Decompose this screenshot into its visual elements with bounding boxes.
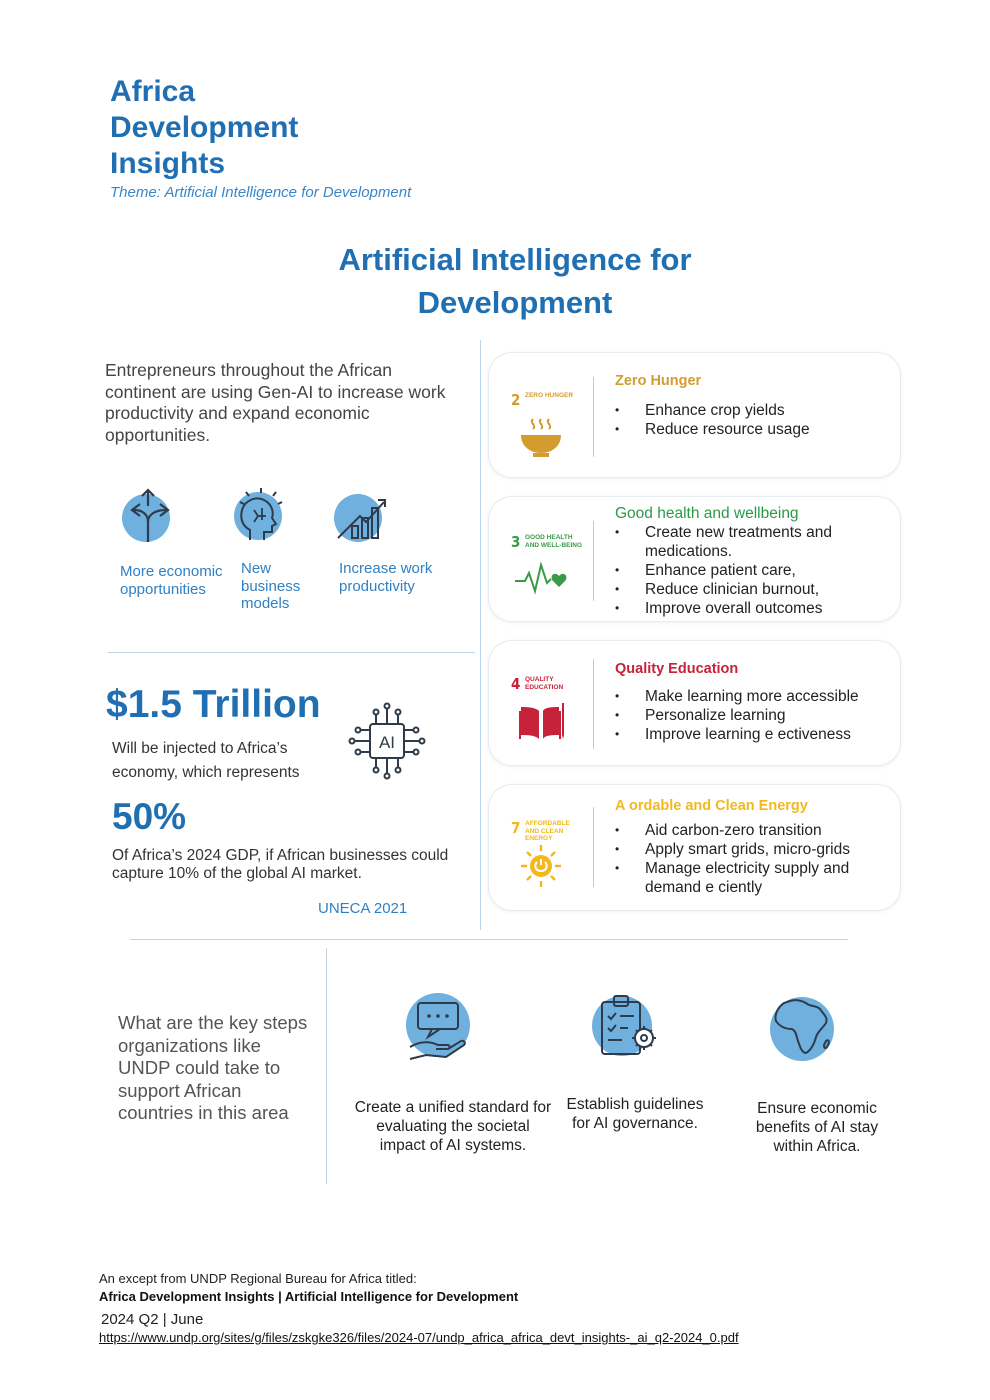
investment-description: Will be injected to Africa’s economy, which represents: [112, 740, 300, 781]
sdg-number: 2: [511, 391, 521, 409]
sdg-number: 4: [511, 675, 521, 693]
list-item: • Enhance crop yields: [615, 401, 885, 420]
benefit-arrows: [120, 488, 178, 551]
report-title-line: Africa: [110, 75, 196, 108]
footer-date: 2024 Q2 | June: [101, 1311, 204, 1328]
sdg-name: ZERO HUNGER: [525, 392, 574, 399]
step-governance: [590, 992, 660, 1067]
benefit-growth: [332, 488, 390, 551]
report-theme: Theme: Artificial Intelligence for Development: [110, 184, 412, 201]
growth-chart-icon: [332, 488, 390, 546]
footer-note: An except from UNDP Regional Bureau for Africa titled:: [99, 1271, 417, 1286]
benefit-label: Increase work productivity: [339, 560, 433, 595]
steps-divider: [326, 948, 327, 1184]
section-divider: [130, 939, 848, 940]
gdp-description: Of Africa’s 2024 GDP, if African businesses could capture 10% of the global AI market.: [112, 847, 449, 882]
bowl-icon: [515, 415, 567, 459]
step-text: Establish guidelines for AI governance.: [566, 1096, 704, 1132]
source-citation: UNECA 2021: [318, 900, 408, 917]
card-title: Quality Education: [615, 661, 739, 677]
list-item: • Apply smart grids, micro-grids: [615, 840, 885, 859]
footer-source-title: Africa Development Insights | Artificial Intelligence for Development: [99, 1289, 519, 1304]
page-title-line: Development: [417, 285, 613, 320]
intro-text: Entrepreneurs throughout the African continent are using Gen-AI to increase work productivity and expand economic opportunities.: [105, 360, 446, 445]
card-list: [615, 401, 885, 439]
list-item: • Aid carbon-zero transition: [615, 821, 885, 840]
report-title: [110, 74, 470, 182]
sdg-name: QUALITY EDUCATION: [525, 676, 564, 691]
ai-chip-icon: [348, 702, 426, 780]
list-item: • Reduce resource usage: [615, 420, 885, 439]
benefit-head: [232, 486, 290, 549]
steps-question: What are the key steps organizations like UNDP could take to support African countries in this area: [118, 1012, 308, 1123]
step-text: Create a unified standard for evaluating the societal impact of AI systems.: [354, 1099, 552, 1154]
sdg-card-zero-hunger: [488, 352, 901, 478]
list-item: • Manage electricity supply and demand e ciently: [615, 859, 885, 897]
step-unified-standard: [402, 993, 472, 1068]
clipboard-gear-icon: [590, 992, 660, 1062]
africa-map-icon: [766, 993, 836, 1063]
sdg-number: 7: [511, 819, 521, 837]
card-list: [615, 821, 885, 897]
card-title: Good health and wellbeing: [615, 505, 799, 522]
gdp-percent: 50%: [112, 796, 187, 837]
book-icon: [515, 699, 567, 743]
sun-power-icon: [515, 843, 567, 887]
sdg-card-good-health: [488, 496, 901, 622]
card-divider: [593, 659, 594, 749]
sdg-name: AFFORDABLE AND CLEAN ENERGY: [525, 820, 570, 842]
section-divider: [108, 652, 475, 653]
page-title: [0, 238, 990, 324]
card-divider: [593, 377, 594, 457]
report-title-line: Development: [110, 111, 299, 144]
list-item: • Personalize learning: [615, 706, 895, 725]
benefit-label: More economic opportunities: [120, 563, 223, 598]
footer-url-link[interactable]: https://www.undp.org/sites/g/files/zskgke326/files/2024-07/undp_africa_africa_devt_insights-_ai_q2-2024_0.pdf: [99, 1330, 739, 1345]
list-item: • Improve overall outcomes: [615, 599, 885, 618]
heartbeat-icon: [515, 557, 567, 601]
sdg-card-clean-energy: [488, 784, 901, 911]
list-item: • Reduce clinician burnout,: [615, 580, 885, 599]
sdg-number: 3: [511, 533, 521, 551]
card-divider: [593, 807, 594, 887]
head-idea-icon: [232, 486, 290, 544]
page-title-line: Artificial Intelligence for: [338, 242, 692, 277]
report-title-line: Insights: [110, 147, 226, 180]
arrows-icon: [120, 488, 178, 546]
chat-hand-icon: [402, 993, 472, 1063]
list-item: • Create new treatments and medications.: [615, 523, 885, 561]
list-item: • Improve learning e ectiveness: [615, 725, 895, 744]
sdg-name: GOOD HEALTH AND WELL-BEING: [525, 534, 583, 549]
step-text: Ensure economic benefits of AI stay within Africa.: [755, 1100, 879, 1155]
card-list: [615, 687, 895, 744]
list-item: • Enhance patient care,: [615, 561, 885, 580]
benefit-label: New business models: [241, 560, 301, 612]
ai-chip-label: AI: [378, 733, 396, 752]
investment-amount: $1.5 Trillion: [106, 683, 321, 726]
sdg-card-quality-education: [488, 640, 901, 766]
list-item: • Make learning more accessible: [615, 687, 895, 706]
ai-chip: [348, 702, 426, 785]
step-economic-benefits: [766, 993, 836, 1068]
card-title: Zero Hunger: [615, 373, 702, 389]
column-divider: [480, 340, 481, 930]
card-list: [615, 523, 885, 618]
card-divider: [593, 521, 594, 601]
card-title: A ordable and Clean Energy: [615, 798, 808, 814]
